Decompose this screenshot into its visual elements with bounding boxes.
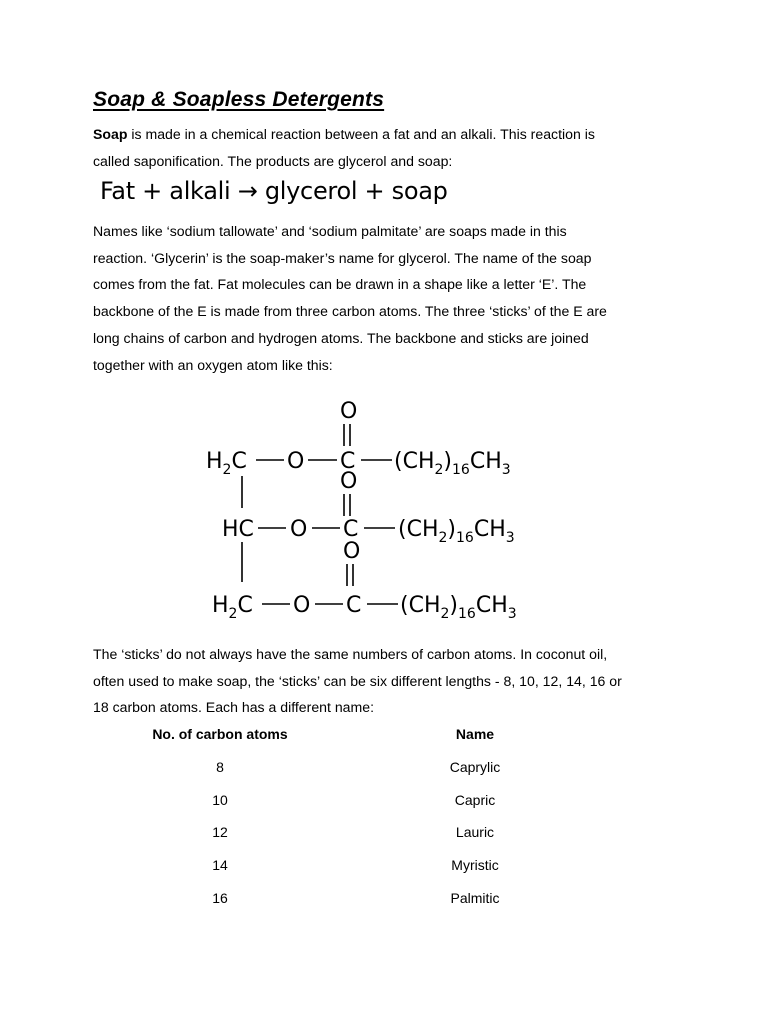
backbone-atom-2: HC xyxy=(222,517,254,542)
fatty-acid-chain-3: $(CH_2)_{16}CH_3$ xyxy=(400,593,517,622)
table-row xyxy=(110,824,550,857)
saponification-equation: Fat + alkali → glycerol + soap xyxy=(100,177,448,205)
cell-carbon-count: 14 xyxy=(212,857,228,874)
fatty-acid-table xyxy=(110,726,550,923)
carbonyl-carbon-3: C xyxy=(346,593,362,618)
header-name: Name xyxy=(455,726,495,742)
cell-acid-name: Palmitic xyxy=(450,889,500,906)
backbone-atom-1: $H_2C$ xyxy=(206,449,247,478)
ester-oxygen-1: O xyxy=(287,449,305,474)
carbonyl-oxygen-3: O xyxy=(343,539,361,564)
intro-line-2: called saponification. The products are glycerol and soap: xyxy=(93,152,453,169)
fat-description-paragraph xyxy=(93,218,693,378)
fatty-acid-chain-1: $(CH_2)_{16}CH_3$ xyxy=(394,449,511,478)
intro-line-1-text: is made in a chemical reaction between a fat and an alkali. This reaction is xyxy=(127,126,595,142)
cell-acid-name: Myristic xyxy=(451,857,499,874)
cell-acid-name: Caprylic xyxy=(449,758,501,775)
backbone-atom-3: $H_2C$ xyxy=(212,593,253,622)
table-row xyxy=(110,857,550,890)
carbonyl-oxygen-1: O xyxy=(340,399,358,424)
para3-line: often used to make soap, the ‘sticks’ can be six different lengths - 8, 10, 12, 14, 16 or xyxy=(93,672,622,689)
cell-carbon-count: 16 xyxy=(212,889,228,906)
para2-line: backbone of the E is made from three carbon atoms. The three ‘sticks’ of the E are xyxy=(93,303,607,320)
soap-bold-term: Soap xyxy=(93,126,128,142)
page-title: Soap & Soapless Detergents xyxy=(93,88,385,111)
header-carbon-atoms: No. of carbon atoms xyxy=(152,726,288,742)
carbonyl-carbon-1: C xyxy=(340,449,356,474)
para2-line: Names like ‘sodium tallowate’ and ‘sodium palmitate’ are soaps made in this xyxy=(93,223,567,239)
table-row xyxy=(110,759,550,792)
ester-oxygen-2: O xyxy=(290,517,308,542)
cell-carbon-count: 10 xyxy=(212,791,228,808)
intro-line-1 xyxy=(93,121,693,148)
para3-line: The ‘sticks’ do not always have the same numbers of carbon atoms. In coconut oil, xyxy=(93,646,608,662)
cell-carbon-count: 12 xyxy=(212,824,228,841)
cell-carbon-count: 8 xyxy=(216,758,224,775)
para2-line: reaction. ‘Glycerin’ is the soap-maker’s name for glycerol. The name of the soap xyxy=(93,249,592,266)
table-row xyxy=(110,890,550,923)
triglyceride-structure-diagram xyxy=(190,392,550,632)
table-row xyxy=(110,792,550,825)
ester-oxygen-3: O xyxy=(293,593,311,618)
para3-line: 18 carbon atoms. Each has a different name: xyxy=(93,699,375,716)
carbonyl-carbon-2: C xyxy=(343,517,359,542)
cell-acid-name: Lauric xyxy=(455,824,495,841)
fatty-acid-chain-2: $(CH_2)_{16}CH_3$ xyxy=(398,517,515,546)
para2-line: long chains of carbon and hydrogen atoms. The backbone and sticks are joined xyxy=(93,329,589,346)
intro-paragraph xyxy=(93,121,693,174)
coconut-oil-paragraph xyxy=(93,641,693,721)
para2-line: together with an oxygen atom like this: xyxy=(93,356,333,373)
cell-acid-name: Capric xyxy=(454,791,496,808)
para2-line: comes from the fat. Fat molecules can be drawn in a shape like a letter ‘E’. The xyxy=(93,276,587,293)
carbonyl-oxygen-2: O xyxy=(340,469,358,494)
table-header-row xyxy=(110,726,550,759)
